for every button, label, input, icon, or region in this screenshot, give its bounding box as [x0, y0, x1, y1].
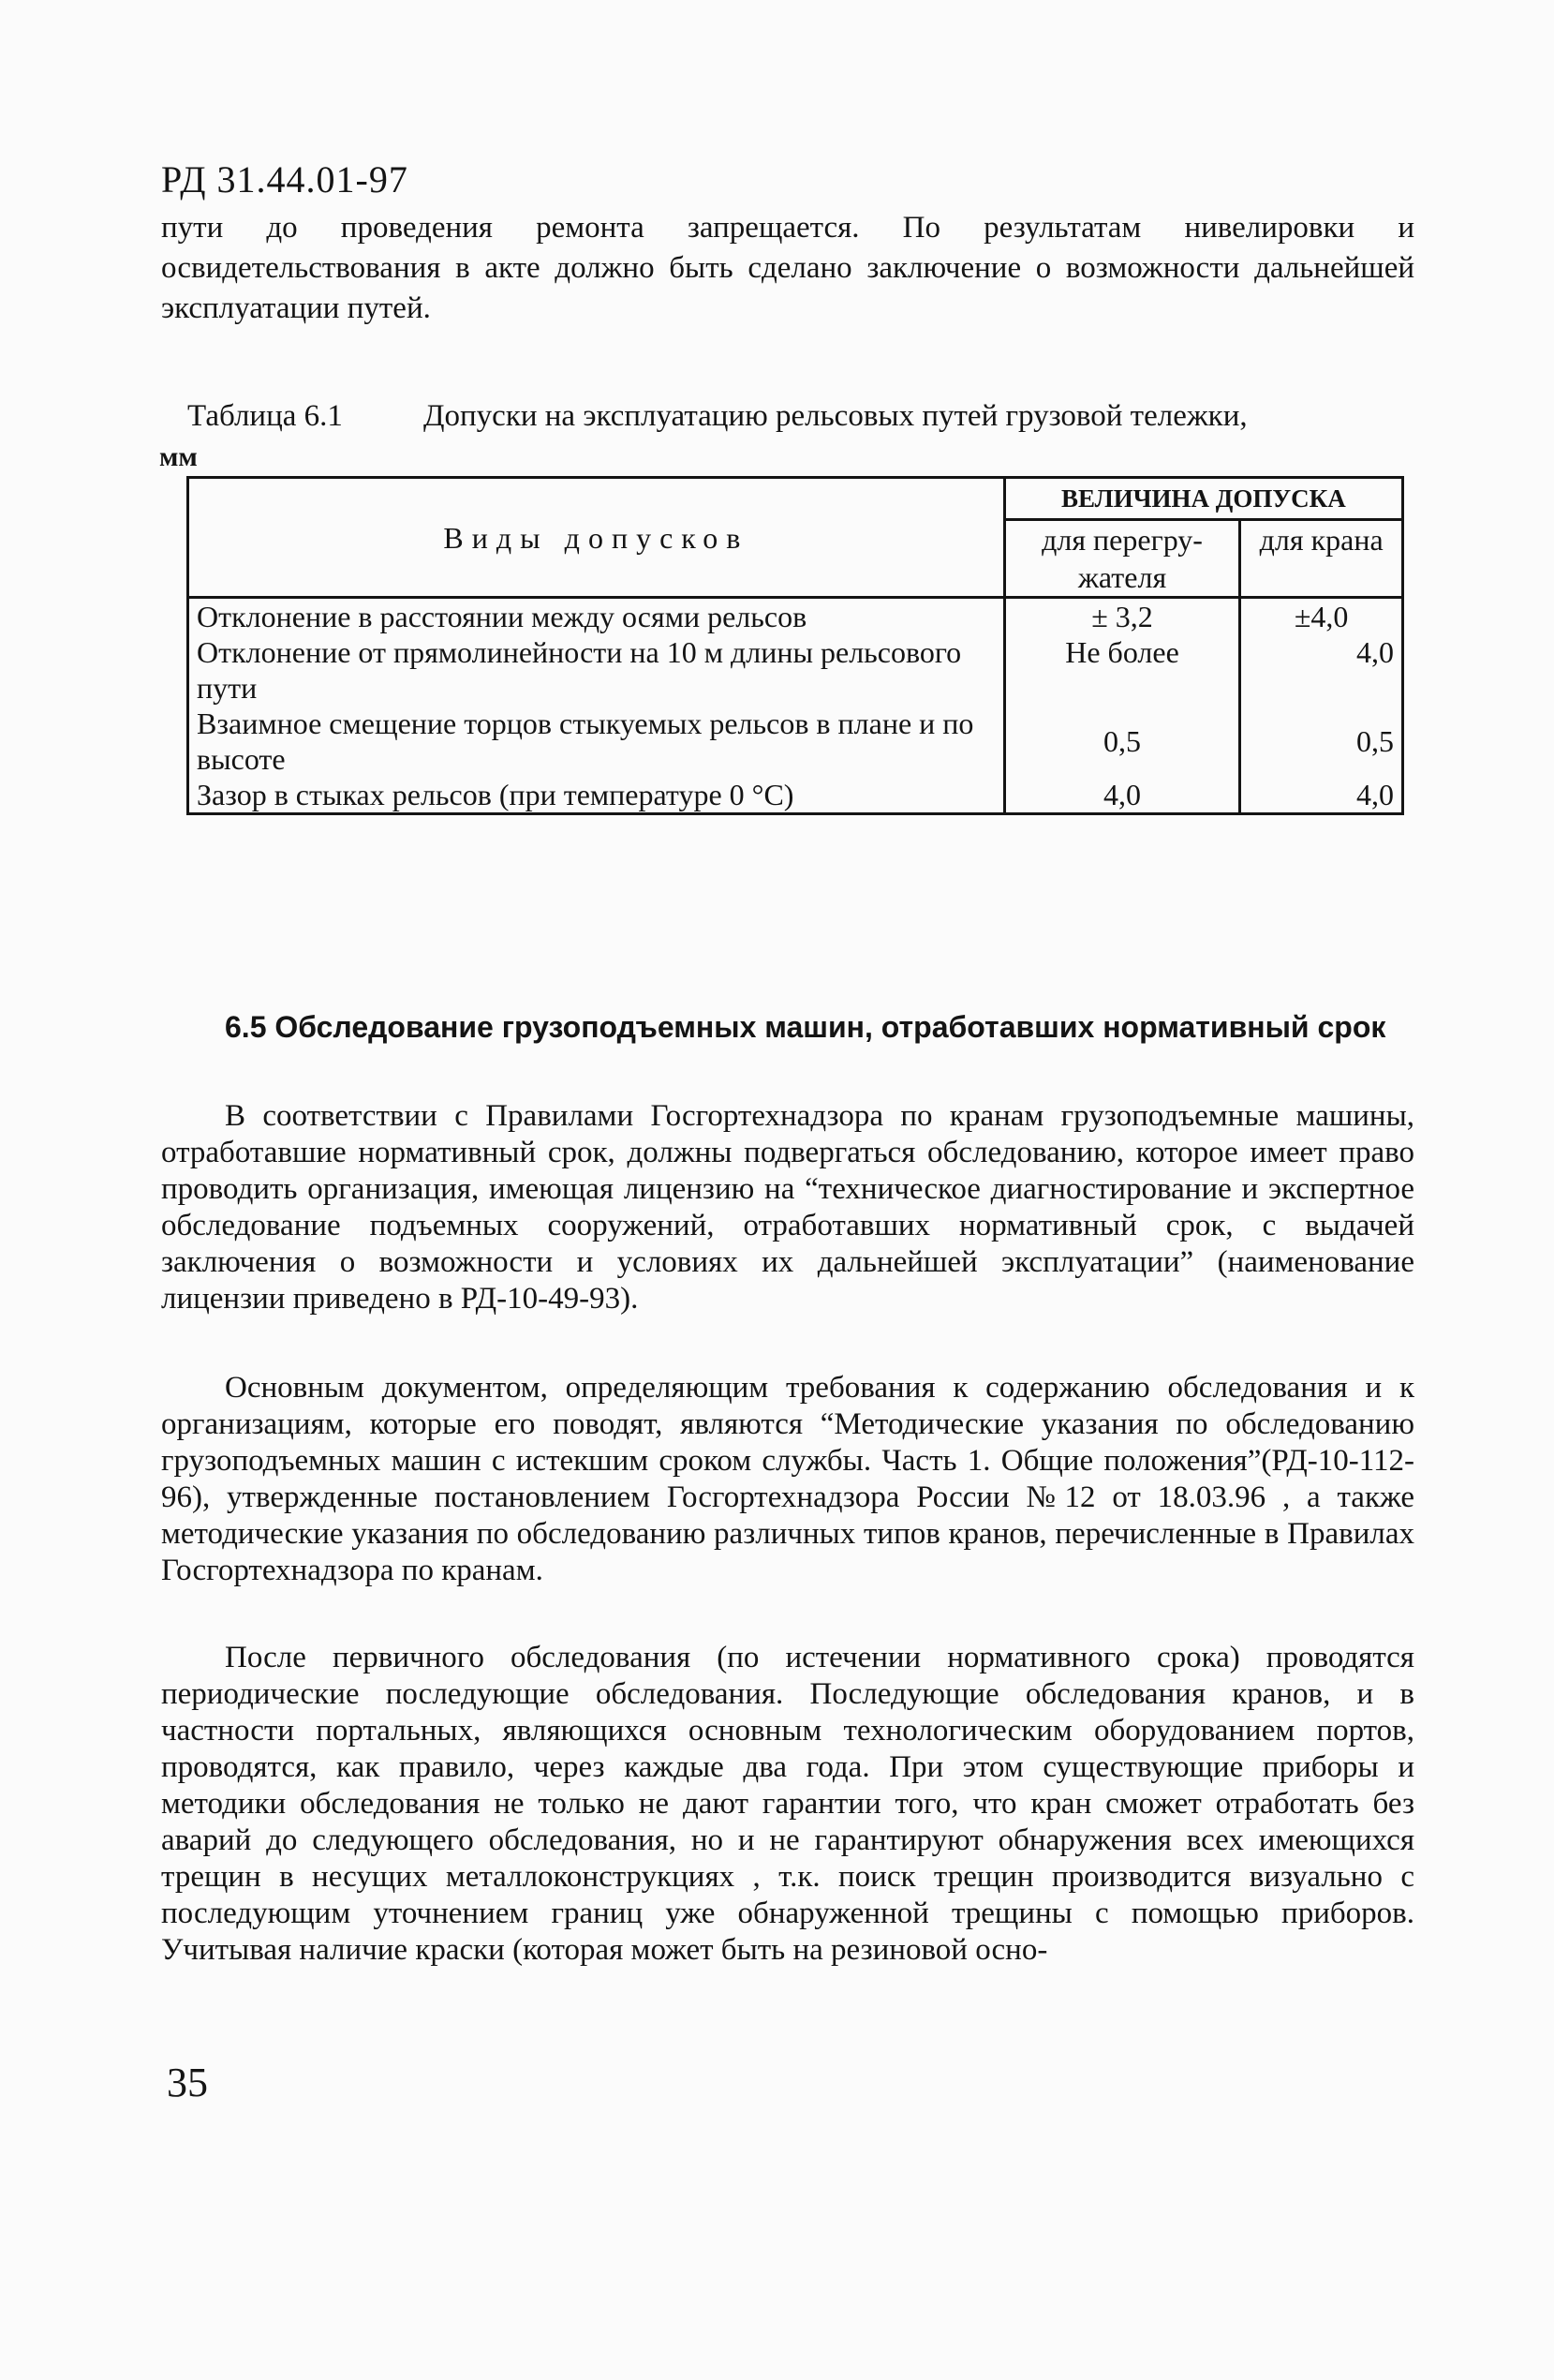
row-crane-value: 4,0 — [1240, 777, 1403, 814]
body-paragraph: После первичного обследования (по истечении нормативного срока) проводятся периодические последующие обследования. Последующие обследования кранов, и в частности портальных, являющихся основным технологическим оборудованием портов, проводятся, как правило, через каждые два года. При этом существующие приборы и методики обследования не только не дают гарантии того, что кран сможет отработать без аварий до следующего обследования, но и не гарантируют обнаружения всех имеющихся трещин в несущих металлоконструкциях , т.к. поиск трещин производится визуально с последующим уточнением границ уже обнаруженной трещины с помощью приборов. Учитывая наличие краски (которая может быть на резиновой осно- — [161, 1641, 1414, 1967]
table-caption — [159, 396, 1414, 477]
table-row — [188, 777, 1403, 814]
table-header-row — [188, 478, 1403, 520]
row-name: Взаимное смещение торцов стыкуемых рельсов в плане и по высоте — [188, 706, 1005, 777]
header-reloader: для перегру-жателя — [1004, 520, 1240, 598]
table-caption-title: Допуски на эксплуатацию рельсовых путей грузовой тележки, — [423, 399, 1248, 433]
table-row — [188, 598, 1403, 635]
row-reloader-value: Не более — [1004, 634, 1240, 706]
header-crane: для крана — [1240, 520, 1403, 598]
row-reloader-value: 4,0 — [1004, 777, 1240, 814]
table-row — [188, 706, 1403, 777]
row-name: Отклонение в расстоянии между осями рельсов — [188, 598, 1005, 635]
row-reloader-value: ± 3,2 — [1004, 598, 1240, 635]
table-caption-number: Таблица 6.1 — [187, 399, 343, 433]
row-crane-value: 4,0 — [1240, 634, 1403, 706]
row-reloader-value: 0,5 — [1004, 706, 1240, 777]
table-caption-unit: мм — [159, 441, 198, 472]
body-paragraph: В соответствии с Правилами Госгортехнадзора по кранам грузоподъемные машины, отработавшие нормативный срок, должны подвергаться обследованию, которое имеет право проводить организация, имеющая лицензию на “техническое диагностирование и экспертное обследование подъемных сооружений, отработавших нормативный срок, с выдачей заключения о возможности и условиях их дальнейшей эксплуатации” (наименование лицензии приведено в РД-10-49-93). — [161, 1099, 1414, 1316]
tolerance-table — [186, 476, 1404, 815]
section-heading: 6.5 Обследование грузоподъемных машин, отработавших нормативный срок — [225, 1010, 1386, 1044]
row-crane-value: ±4,0 — [1240, 598, 1403, 635]
page-number: 35 — [167, 2060, 208, 2105]
row-name: Отклонение от прямолинейности на 10 м длины рельсового пути — [188, 634, 1005, 706]
intro-paragraph: пути до проведения ремонта запрещается. По результатам нивелировки и освидетельствования в акте должно быть сделано заключение о возможности дальнейшей эксплуатации путей. — [161, 211, 1414, 325]
table-row — [188, 634, 1403, 706]
header-value: ВЕЛИЧИНА ДОПУСКА — [1004, 478, 1402, 520]
body-paragraph: Основным документом, определяющим требования к содержанию обследования и к организациям, которые его поводят, являются “Методические указания по обследованию грузоподъемных машин с истекшим сроком службы. Часть 1. Общие положения”(РД-10-112-96), утвержденные постановлением Госгортехнадзора России №12 от 18.03.96 , а также методические указания по обследованию различных типов кранов, перечисленные в Правилах Госгортехнадзора по кранам. — [161, 1371, 1414, 1587]
row-crane-value: 0,5 — [1240, 706, 1403, 777]
header-kinds: Виды допусков — [188, 478, 1005, 598]
document-code: РД 31.44.01-97 — [161, 158, 408, 201]
row-name: Зазор в стыках рельсов (при температуре 0 °С) — [188, 777, 1005, 814]
